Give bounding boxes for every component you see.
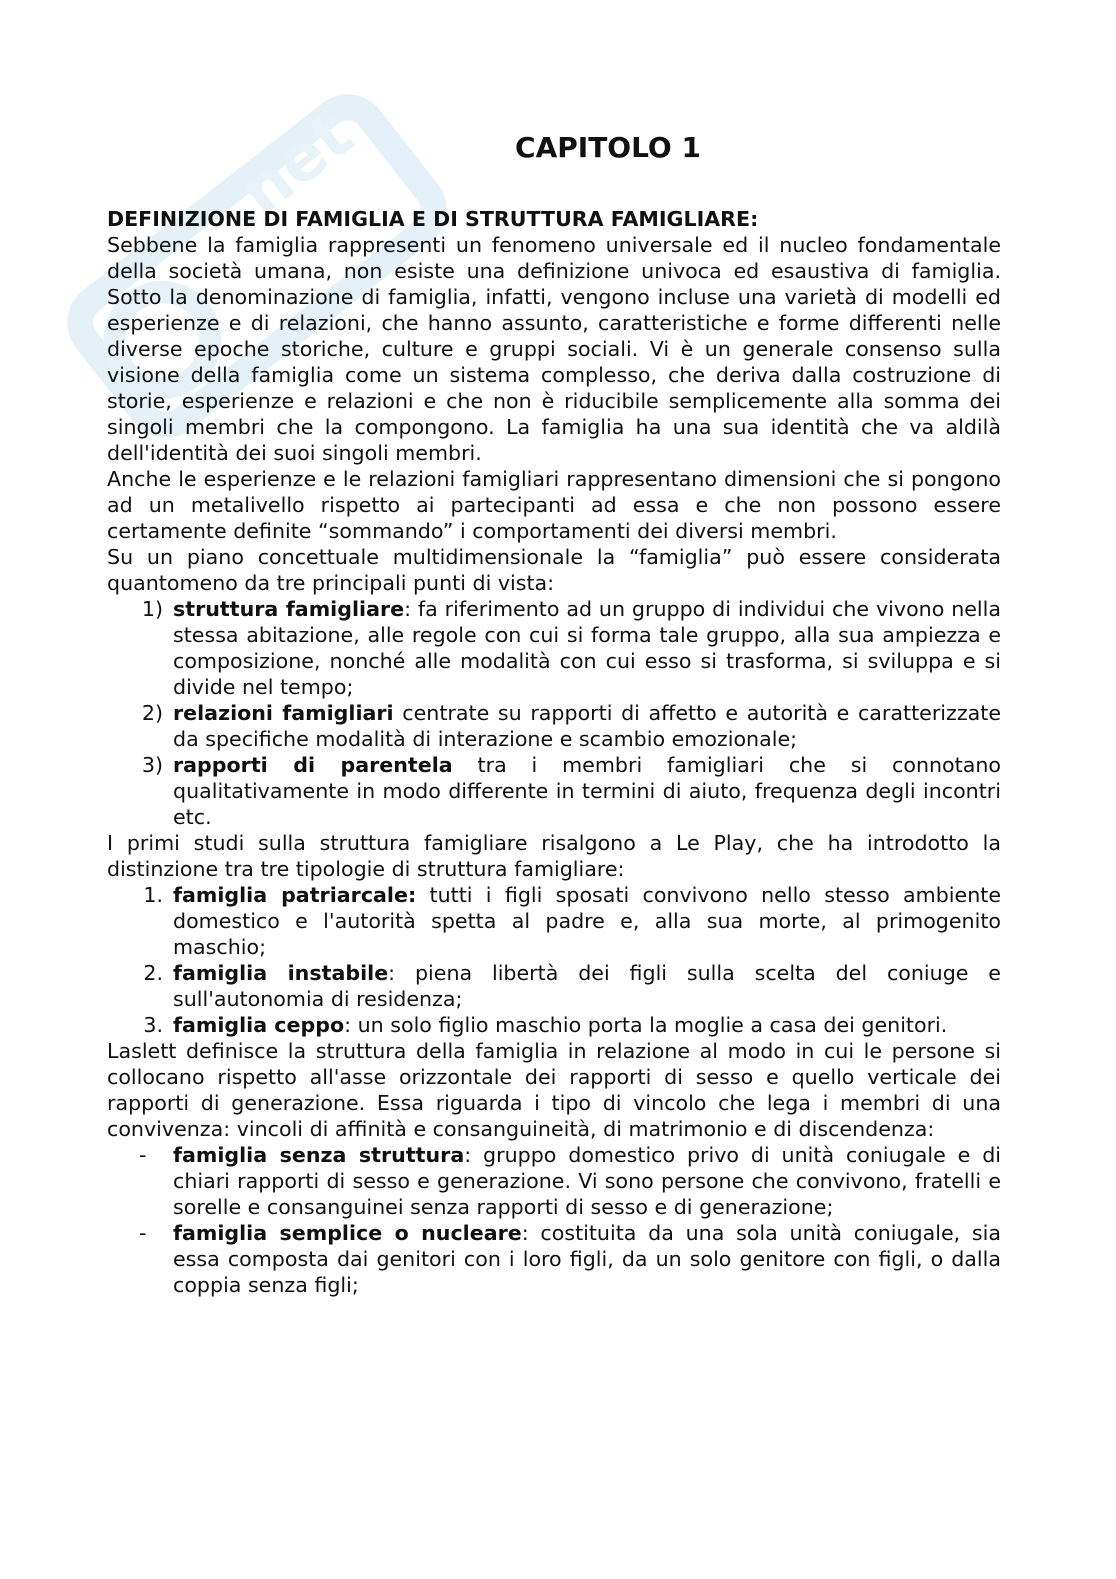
list-item — [107, 1220, 1001, 1298]
list-item — [107, 1142, 1001, 1220]
list-term: struttura famigliare — [173, 597, 405, 621]
list-term: famiglia patriarcale: — [173, 883, 417, 907]
list-term: relazioni famigliari — [173, 701, 394, 725]
section-heading: DEFINIZIONE DI FAMIGLIA E DI STRUTTURA FAMIGLIARE: — [107, 207, 759, 231]
list-marker: 1) — [141, 597, 163, 621]
leplay-types-list — [107, 882, 1001, 1038]
list-item — [107, 882, 1001, 960]
paragraph-intro: Sebbene la famiglia rappresenti un fenomeno universale ed il nucleo fondamentale della società umana, non esiste una definizione univoca ed esaustiva di famiglia. Sotto la denominazione di famiglia, infatti, vengono incluse una varietà di modelli ed esperienze e di relazioni, che hanno assunto, caratteristiche e forme differenti nelle diverse epoche storiche, culture e gruppi sociali. Vi è un generale consenso sulla visione della famiglia come un sistema complesso, che deriva dalla costruzione di storie, esperienze e relazioni e che non è riducibile semplicemente alla somma dei singoli membri che la compongono. La famiglia ha una sua identità che va aldilà dell'identità dei suoi singoli membri. — [107, 233, 1001, 465]
list-text: centrate su rapporti di affetto e autorità e caratterizzate da specifiche modalità di interazione e scambio emozionale; — [173, 701, 1001, 751]
list-text: tra i membri famigliari che si connotano qualitativamente in modo differente in termini di aiuto, frequenza degli incontri etc. — [173, 753, 1002, 829]
list-marker: 3) — [141, 753, 163, 777]
list-term: famiglia ceppo — [173, 1013, 345, 1037]
list-marker: - — [139, 1143, 147, 1167]
list-marker: 2) — [141, 701, 163, 725]
list-marker: 3. — [143, 1013, 163, 1037]
list-term: rapporti di parentela — [173, 753, 453, 777]
laslett-types-list — [107, 1142, 1001, 1298]
paragraph-laslett: Laslett definisce la struttura della famiglia in relazione al modo in cui le persone si collocano rispetto all'asse orizzontale dei rapporti di sesso e quello verticale dei rapporti di generazione. Essa riguarda i tipo di vincolo che lega i membri di una convivenza: vincoli di affinità e consanguineità, di matrimonio e di discendenza: — [107, 1039, 1001, 1141]
watermark-text: .net — [207, 98, 367, 245]
list-marker: 1. — [143, 883, 163, 907]
list-item — [107, 752, 1001, 830]
list-item — [107, 596, 1001, 700]
list-text: : gruppo domestico privo di unità coniugale e di chiari rapporti di sesso e generazione. Vi sono persone che convivono, fratelli e sorelle e consanguinei senza rapporti di sesso e di generazione; — [173, 1143, 1001, 1219]
list-marker: 2. — [143, 961, 163, 985]
list-term: famiglia senza struttura — [173, 1143, 465, 1167]
list-marker: - — [139, 1221, 147, 1245]
document-page — [107, 128, 1001, 1298]
list-term: famiglia instabile — [173, 961, 389, 985]
list-item — [107, 960, 1001, 1012]
list-text: : fa riferimento ad un gruppo di individui che vivono nella stessa abitazione, alle regole con cui si forma tale gruppo, alla sua ampiezza e composizione, nonché alle modalità con cui esso si trasforma, si sviluppa e si divide nel tempo; — [173, 597, 1001, 699]
list-item — [107, 700, 1001, 752]
list-text: tutti i figli sposati convivono nello stesso ambiente domestico e l'autorità spetta al padre e, alla sua morte, al primogenito maschio; — [173, 883, 1001, 959]
paragraph-relations: Anche le esperienze e le relazioni famigliari rappresentano dimensioni che si pongono ad un metalivello rispetto ai partecipanti ad essa e che non possono essere certamente definite “sommando” i comportamenti dei diversi membri. — [107, 467, 1001, 543]
paragraph-leplay: I primi studi sulla struttura famigliare risalgono a Le Play, che ha introdotto la distinzione tra tre tipologie di struttura famigliare: — [107, 831, 1001, 881]
viewpoints-list — [107, 596, 1001, 830]
list-text: : un solo figlio maschio porta la moglie a casa dei genitori. — [344, 1013, 948, 1037]
page-title: CAPITOLO 1 — [515, 131, 701, 164]
list-item — [107, 1012, 1001, 1038]
list-text: : piena libertà dei figli sulla scelta del coniuge e sull'autonomia di residenza; — [173, 961, 1001, 1011]
list-text: : costituita da una sola unità coniugale, sia essa composta dai genitori con i loro figli, da un solo genitore con figli, o dalla coppia senza figli; — [173, 1221, 1001, 1297]
paragraph-dimensions: Su un piano concettuale multidimensionale la “famiglia” può essere considerata quantomeno da tre principali punti di vista: — [107, 545, 1001, 595]
list-term: famiglia semplice o nucleare — [173, 1221, 522, 1245]
